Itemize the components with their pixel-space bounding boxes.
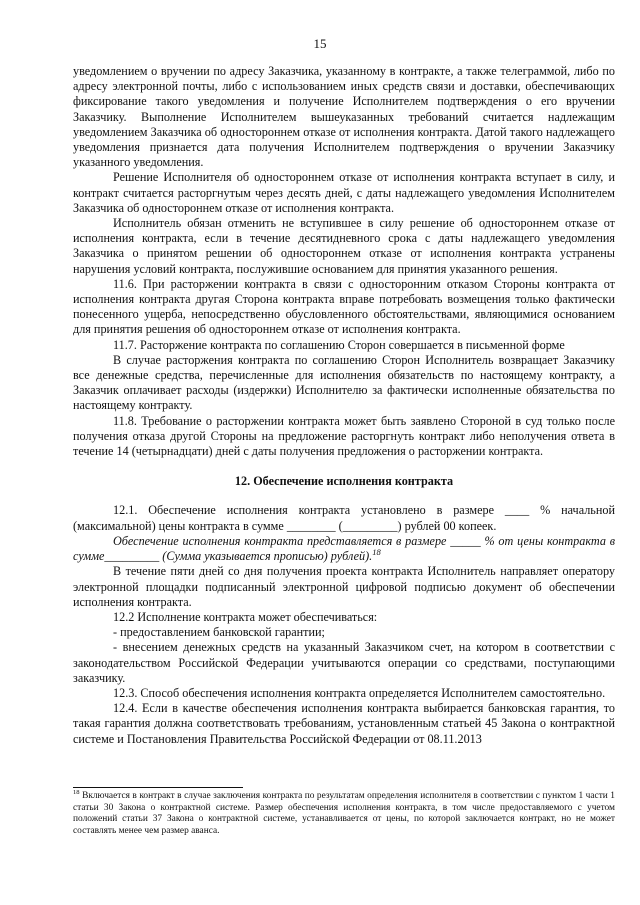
document-body	[73, 64, 615, 747]
clause-11-7: 11.7. Расторжение контракта по соглашению Сторон совершается в письменной форме	[113, 337, 565, 352]
paragraph-mutual-termination: В случае расторжения контракта по соглашению Сторон Исполнитель возвращает Заказчику все денежные средства, перечисленные для исполнения обязательств по настоящему контракту, а Заказчик оплачивает расходы (издержки) Исполнителю за фактически исполненные обязательства по настоящему контракту.	[73, 352, 615, 413]
clause-11-8: 11.8. Требование о расторжении контракта может быть заявлено Стороной в суд только после получения отказа другой Стороны на предложение расторгнуть контракт либо неполучения ответа в течение 14 (четырнадцати) дней с даты получения предложения о расторжении контракта.	[73, 413, 615, 459]
paragraph-notification-delivery: уведомлением о вручении по адресу Заказчика, указанному в контракте, а также телеграммой, либо по адресу электронной почты, либо с использованием иных средств связи и доставки, обеспечивающих фиксирование такого уведомления и получение Исполнителем подтверждения о его вручении Заказчику. Выполнение Исполнителем вышеуказанных требований считается надлежащим уведомлением Заказчика об одностороннем отказе от исполнения контракта. Датой такого надлежащего уведомления признается дата получения Исполнителем подтверждения о вручении Заказчику указанного уведомления.	[73, 64, 615, 170]
clause-12-1-alt-text: Обеспечение исполнения контракта представляется в размере _____ % от цены контракта в сумме_________ (Сумма указывается прописью) рублей).	[73, 533, 615, 564]
page-number: 15	[313, 36, 327, 51]
list-item-bank-guarantee: - предоставлением банковской гарантии;	[113, 625, 325, 640]
footnote-reference[interactable]: 18	[372, 547, 381, 558]
clause-12-4: 12.4. Если в качестве обеспечения исполнения контракта выбирается банковская гарантия, то такая гарантия должна соответствовать требованиям, установленным статьей 45 Закона о контрактной системе и Постановления Правительства Российской Федерации от 08.11.2013	[73, 701, 615, 746]
clause-12-1-alt	[73, 534, 615, 564]
clause-12-1: 12.1. Обеспечение исполнения контракта установлено в размере ____ % начальной (максимальной) цены контракта в сумме ________ (_________) рублей 00 копеек.	[73, 503, 615, 533]
list-item-cash-deposit: - внесением денежных средств на указанный Заказчиком счет, на котором в соответствии с законодательством Российской Федерации учитываются операции со средствами, поступающими заказчику.	[73, 640, 615, 685]
paragraph-decision-effect: Решение Исполнителя об одностороннем отказе от исполнения контракта вступает в силу, и контракт считается расторгнутым через десять дней, с даты надлежащего уведомления Исполнителем Заказчика об одностороннем отказе от исполнения контракта.	[73, 170, 615, 215]
clause-12-2: 12.2 Исполнение контракта может обеспечиваться:	[113, 609, 378, 624]
footnote-divider	[73, 787, 243, 788]
clause-11-6: 11.6. При расторжении контракта в связи с односторонним отказом Стороны контракта от исполнения контракта другая Сторона контракта вправе потребовать возмещения только фактически понесенного ущерба, непосредственно обусловленного обстоятельствами, являющимися основанием для принятия решения об одностороннем отказе от исполнения контракта.	[73, 276, 615, 337]
paragraph-five-days: В течение пяти дней со дня получения проекта контракта Исполнитель направляет оператору электронной площадки подписанный электронной цифровой подписью документ об обеспечении исполнения контракта.	[73, 564, 615, 609]
section-12-heading: 12. Обеспечение исполнения контракта	[234, 474, 454, 489]
clause-12-3: 12.3. Способ обеспечения исполнения контракта определяется Исполнителем самостоятельно.	[113, 685, 606, 700]
footnote-mark: 18	[73, 788, 80, 796]
footnote-text: Включается в контракт в случае заключения контракта по результатам определения исполнителя в соответствии с пунктом 1 части 1 статьи 30 Закона о контрактной системе. Размер обеспечения исполнения контракта, в том числе предоставляемого с учетом положений статьи 37 Закона о контрактной системе, устанавливается от цены, по которой заключается контракт, но не может составлять менее чем размер аванса.	[73, 791, 615, 836]
paragraph-decision-cancel: Исполнитель обязан отменить не вступившее в силу решение об одностороннем отказе от исполнения контракта, если в течение десятидневного срока с даты надлежащего уведомления Заказчика о принятом решении об одностороннем отказе от исполнения контракта устранены нарушения условий контракта, послужившие основанием для принятия указанного решения.	[73, 216, 615, 276]
footnote	[73, 788, 615, 837]
